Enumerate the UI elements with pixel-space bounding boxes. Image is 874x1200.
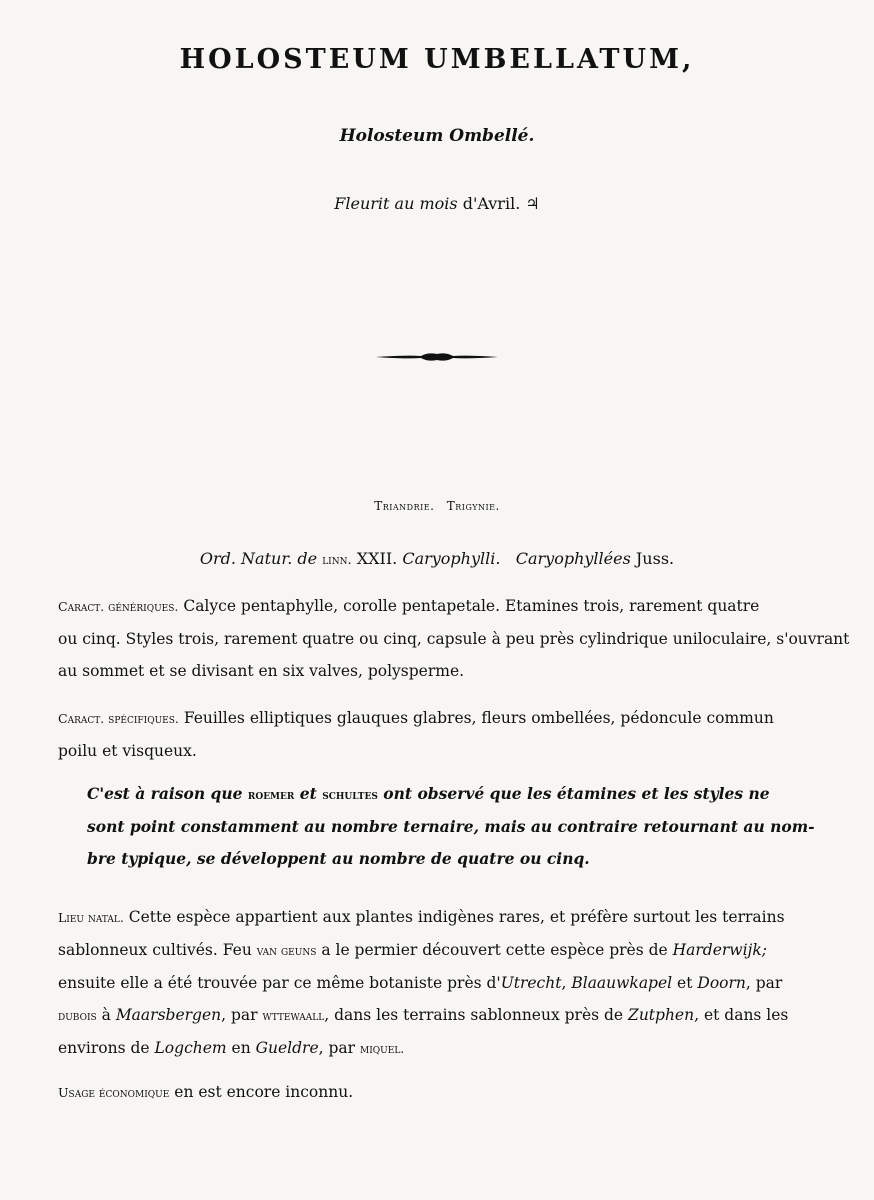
habitat-text: en (231, 1039, 251, 1057)
person-van-geuns: van geuns (256, 943, 317, 958)
place-utrecht: Utrecht (500, 974, 562, 992)
perennial-symbol-icon: ♃ (525, 194, 540, 213)
place-gueldre: Gueldre (255, 1039, 319, 1057)
author-roemer: roemer (247, 787, 295, 802)
habitat-text: sablonneux cultivés. Feu (58, 941, 252, 959)
order-name-2: Caryophyllées (515, 549, 631, 568)
order-author-2: Juss. (635, 549, 675, 568)
habitat-text: , et dans les (694, 1006, 789, 1024)
order-author: linn. (322, 553, 352, 568)
habitat-text: , par (745, 974, 783, 992)
usage-text: en est encore inconnu. (174, 1083, 354, 1101)
habitat-text: et (677, 974, 693, 992)
note-line-2: sont point constamment au nombre ternaire, mais au contraire retournant au nom- (87, 817, 815, 836)
specific-line-1: Feuilles elliptiques glauques glabres, fleurs ombellées, pédoncule commun (183, 709, 774, 727)
person-wttewaall: wttewaall (262, 1008, 325, 1023)
habitat-text: environs de (58, 1039, 150, 1057)
place-logchem: Logchem (154, 1039, 227, 1057)
order-label: Trigynie. (446, 499, 500, 513)
french-name: Holosteum Ombellé. (339, 126, 535, 146)
specific-label: Caract. spécifiques. (58, 711, 179, 726)
author-schultes: schultes (322, 787, 378, 802)
place-doorn: Doorn (697, 974, 746, 992)
habitat-text: ensuite elle a été trouvée par ce même botaniste près d' (58, 974, 501, 992)
habitat-text: , par (318, 1039, 356, 1057)
linnaean-classification (0, 499, 874, 513)
place-harderwijk: Harderwijk; (672, 941, 767, 959)
habitat-text: , dans les terrains sablonneux près de (324, 1006, 624, 1024)
order-number: XXII. (356, 549, 398, 568)
note-text-c: ont observé que les étamines et les styles ne (383, 784, 770, 803)
usage-paragraph (58, 1076, 840, 1109)
habitat-line-1: Cette espèce appartient aux plantes indigènes rares, et préfère surtout les terrains (128, 908, 785, 926)
specific-characters (58, 702, 840, 767)
class-label: Triandrie. (374, 499, 435, 513)
place-blaauwkapel: Blaauwkapel (571, 974, 673, 992)
specific-line-2: poilu et visqueux. (58, 742, 197, 760)
note-text-a: C'est à raison que (87, 784, 243, 803)
generic-label: Caract. génériques. (58, 599, 179, 614)
person-miquel: miquel. (360, 1041, 405, 1056)
generic-line-1: Calyce pentaphylle, corolle pentapetale. Etamines trois, rarement quatre (183, 597, 760, 615)
flowering-period (0, 194, 874, 213)
generic-line-3: au sommet et se divisant en six valves, polysperme. (58, 662, 465, 680)
natural-order (0, 549, 874, 568)
note-text-b: et (299, 784, 317, 803)
generic-line-2: ou cinq. Styles trois, rarement quatre ou cinq, capsule à peu près cylindrique uniloculaire, s'ouvrant (58, 630, 850, 648)
ornament-divider (376, 350, 498, 364)
place-maarsbergen: Maarsbergen (115, 1006, 222, 1024)
order-name-1: Caryophylli. (402, 549, 501, 568)
note-line-3: bre typique, se développent au nombre de quatre ou cinq. (87, 849, 590, 868)
place-zutphen: Zutphen (628, 1006, 695, 1024)
habitat-label: Lieu natal. (58, 910, 124, 925)
order-prefix: Ord. Natur. de (199, 549, 318, 568)
usage-label: Usage économique (58, 1085, 170, 1100)
habitat-paragraph (58, 901, 840, 1065)
habitat-text: , par (221, 1006, 258, 1024)
habitat-text: à (101, 1006, 111, 1024)
habitat-text: a le permier découvert cette espèce près de (321, 941, 668, 959)
flowering-month: d'Avril. (462, 194, 521, 213)
page-title: HOLOSTEUM UMBELLATUM, (179, 44, 695, 75)
habitat-text: , (561, 974, 567, 992)
flowering-label: Fleurit au mois (334, 194, 458, 213)
note-paragraph (87, 778, 839, 875)
person-dubois: dubois (58, 1008, 97, 1023)
generic-characters (58, 590, 850, 687)
